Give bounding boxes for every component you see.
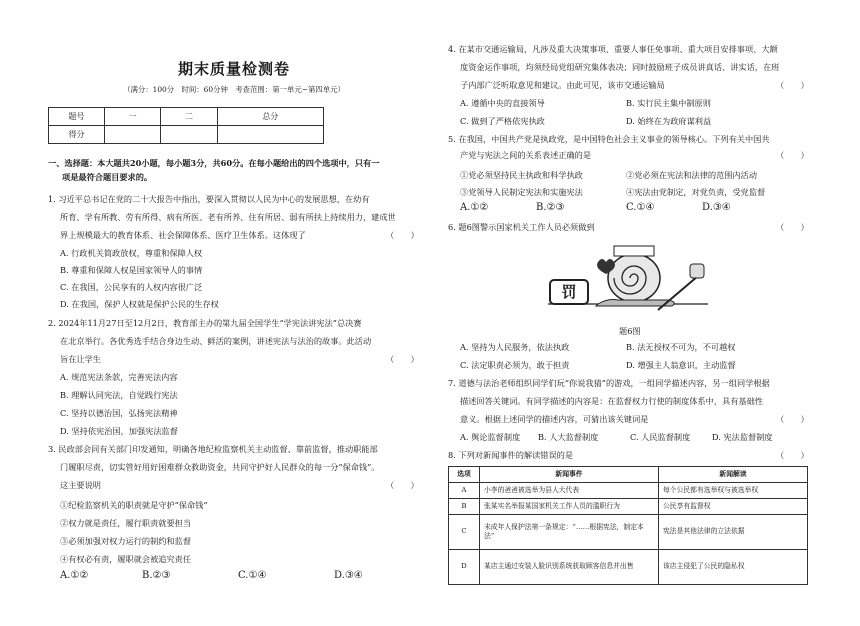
q2-option-a[interactable]: A. 规范宪法条款，完善宪法内容 bbox=[60, 372, 178, 382]
row-event: 未成年人保护法第一条规定：“……根据宪法，制定本法” bbox=[480, 515, 659, 550]
pointing-hand-icon bbox=[658, 264, 704, 310]
penalty-sign-icon bbox=[550, 280, 588, 304]
page-title: 期末质量检测卷 bbox=[177, 60, 290, 78]
answer-blank[interactable]: （ ） bbox=[776, 222, 809, 232]
q5-option-c[interactable]: C.①④ bbox=[626, 202, 655, 213]
q7-option-a[interactable]: A. 舆论监督制度 bbox=[460, 432, 521, 442]
q7-stem: 描述回答关键词。有同学描述的内容是：在监督权力行使的制度体系中，具有基础性 bbox=[460, 396, 763, 406]
snail-shell-icon bbox=[608, 254, 660, 302]
q2-option-c[interactable]: C. 坚持以德治国，弘扬宪法精神 bbox=[60, 408, 178, 418]
q7-option-b[interactable]: B. 人大监督制度 bbox=[538, 432, 599, 442]
q5-statement: ②党必须在宪法和法律的范围内活动 bbox=[626, 170, 758, 180]
score-input-cell[interactable] bbox=[105, 126, 161, 144]
answer-blank[interactable]: （ ） bbox=[776, 80, 809, 90]
row-option: D bbox=[449, 550, 480, 585]
q4-stem: 度资金运作事项，均须经局党组研究集体表决；同时鼓励班子成员讲真话、讲实话，在班 bbox=[460, 62, 780, 72]
q1-option-d[interactable]: D. 在我国，保护人权就是保护公民的生存权 bbox=[60, 299, 219, 309]
q5-statement: ③党领导人民制定宪法和实施宪法 bbox=[460, 187, 583, 197]
q6-stem: 6. 题6图警示国家机关工作人员必须做到 bbox=[448, 222, 595, 232]
row-reading: 每个公民都有选举权与被选举权 bbox=[659, 483, 808, 499]
q6-option-c[interactable]: C. 法定职责必须为，敢于担责 bbox=[460, 360, 570, 370]
q3-statement: ④有权必有责，履职就会被追究责任 bbox=[60, 554, 192, 564]
q4-option-d[interactable]: D. 始终在为政府谋利益 bbox=[626, 116, 712, 126]
q4-stem: 子内部广泛听取意见和建议。由此可见，该市交通运输局 bbox=[460, 80, 665, 90]
q2-option-b[interactable]: B. 理解认同宪法，自觉践行宪法 bbox=[60, 390, 178, 400]
q3-stem: 门履职尽责，切实管好用好困难群众救助资金，共同守护好人民群众的每一分“保命钱”。 bbox=[60, 462, 380, 472]
q1-option-a[interactable]: A. 行政机关简政放权，尊重和保障人权 bbox=[60, 248, 203, 258]
page-subtitle: （满分：100分 时间：60分钟 考查范围：第一单元~第四单元） bbox=[123, 85, 345, 94]
q5-statement: ④宪法由党制定，对党负责，受党监督 bbox=[626, 187, 766, 197]
q3-stem: 3. 民政部会同有关部门印发通知，明确各地纪检监察机关主动监督、靠前监督，推动职能部 bbox=[48, 444, 378, 454]
table-row[interactable] bbox=[449, 499, 808, 515]
row-event: 张某实名举报某国家机关工作人员的滥职行为 bbox=[480, 499, 659, 515]
q1-option-c[interactable]: C. 在我国，公民享有的人权内容很广泛 bbox=[60, 282, 203, 292]
q3-option-b[interactable]: B.②③ bbox=[142, 570, 171, 581]
row-event: 某店主通过安装人脸识别系统获取顾客信息并出售 bbox=[480, 550, 659, 585]
table-row[interactable] bbox=[449, 515, 808, 550]
q6-option-b[interactable]: B. 法无授权不可为，不可越权 bbox=[626, 342, 736, 352]
q3-stem: 这主要说明 bbox=[60, 480, 101, 490]
row-option: B bbox=[449, 499, 480, 515]
score-input-cell[interactable] bbox=[217, 126, 323, 144]
row-option: C bbox=[449, 515, 480, 550]
column-header: 新闻事件 bbox=[480, 467, 659, 483]
q3-statement: ③必须加强对权力运行的制约和监督 bbox=[60, 536, 192, 546]
table-header-row bbox=[449, 467, 808, 483]
q7-option-c[interactable]: C. 人民监督制度 bbox=[630, 432, 691, 442]
score-cell: 总分 bbox=[217, 108, 323, 126]
score-cell: 得分 bbox=[49, 126, 105, 144]
answer-blank[interactable]: （ ） bbox=[776, 150, 809, 160]
q7-stem: 意义。根据上述同学的描述内容，可猜出该关键词是 bbox=[460, 414, 649, 424]
answer-blank[interactable]: （ ） bbox=[776, 414, 809, 424]
row-reading: 宪法是其他法律的立法依据 bbox=[659, 515, 808, 550]
q5-stem: 产党与宪法之间的关系表述正确的是 bbox=[460, 150, 592, 160]
q1-stem: 1. 习近平总书记在党的二十大报告中指出，要深入贯彻以人民为中心的发展思想，在幼有 bbox=[48, 194, 370, 204]
section-heading: 一、选择题：本大题共20小题，每小题3分，共60分。在每小题给出的四个选项中，只有一 bbox=[48, 158, 380, 168]
q4-option-c[interactable]: C. 做到了严格依宪执政 bbox=[460, 116, 545, 126]
score-table bbox=[48, 107, 324, 144]
q5-option-a[interactable]: A.①② bbox=[460, 202, 489, 213]
score-cell: 二 bbox=[161, 108, 217, 126]
q4-option-b[interactable]: B. 实行民主集中制原则 bbox=[626, 98, 711, 108]
q5-option-d[interactable]: D.③④ bbox=[702, 202, 731, 213]
row-reading: 该店主侵犯了公民的隐私权 bbox=[659, 550, 808, 585]
figure-caption: 题6图 bbox=[619, 326, 641, 336]
q3-option-a[interactable]: A.①② bbox=[60, 570, 89, 581]
row-reading: 公民享有监督权 bbox=[659, 499, 808, 515]
q2-stem: 在北京举行。各优秀选手结合身边生动、鲜活的案例，讲述宪法与法治的故事。此活动 bbox=[60, 336, 372, 346]
q4-option-a[interactable]: A. 遵循中央的直接领导 bbox=[460, 98, 545, 108]
svg-text:罚: 罚 bbox=[561, 283, 577, 301]
q1-option-b[interactable]: B. 尊重和保障人权是国家领导人的事情 bbox=[60, 265, 203, 275]
answer-blank[interactable]: （ ） bbox=[386, 480, 419, 490]
score-cell: 题号 bbox=[49, 108, 105, 126]
q1-stem: 所育、学有所教、劳有所得、病有所医、老有所养、住有所居、弱有所扶上持续用力，建成世 bbox=[60, 212, 396, 222]
q7-stem: 7. 道德与法治老师组织同学们玩“你说我猜”的游戏，一组同学描述内容，另一组同学根据 bbox=[448, 378, 770, 388]
q3-statement: ②权力就是责任，履行职责就要担当 bbox=[60, 518, 192, 528]
q2-option-d[interactable]: D. 坚持依宪治国，加强宪法监督 bbox=[60, 426, 178, 436]
q3-option-c[interactable]: C.①④ bbox=[238, 570, 267, 581]
q6-option-d[interactable]: D. 增强主人翁意识，主动监督 bbox=[626, 360, 736, 370]
q2-stem: 2. 2024年11月27日至12月2日，教育部主办的第九届全国学生“学宪法讲宪法”总决赛 bbox=[48, 318, 362, 328]
score-input-cell[interactable] bbox=[161, 126, 217, 144]
column-header: 新闻解读 bbox=[659, 467, 808, 483]
section-heading: 项是最符合题目要求的。 bbox=[62, 172, 153, 182]
q5-option-b[interactable]: B.②③ bbox=[536, 202, 565, 213]
q5-statement: ①党必须坚持民主执政和科学执政 bbox=[460, 170, 583, 180]
answer-blank[interactable]: （ ） bbox=[386, 354, 419, 364]
table-row[interactable] bbox=[449, 483, 808, 499]
q2-stem: 旨在让学生 bbox=[60, 354, 101, 364]
q7-option-d[interactable]: D. 宪法监督制度 bbox=[712, 432, 773, 442]
column-header: 选项 bbox=[449, 467, 480, 483]
score-cell: 一 bbox=[105, 108, 161, 126]
q3-option-d[interactable]: D.③④ bbox=[334, 570, 363, 581]
row-event: 小李的爸爸被选举为县人大代表 bbox=[480, 483, 659, 499]
table-row[interactable] bbox=[449, 550, 808, 585]
news-table bbox=[448, 466, 808, 585]
q5-stem: 5. 在我国，中国共产党是执政党，是中国特色社会主义事业的领导核心。下列有关中国共 bbox=[448, 134, 770, 144]
q1-stem: 界上规模最大的教育体系、社会保障体系、医疗卫生体系。这体现了 bbox=[60, 230, 306, 240]
cartoon-snail-figure bbox=[548, 240, 708, 320]
row-option: A bbox=[449, 483, 480, 499]
q8-stem: 8. 下列对新闻事件的解读错误的是 bbox=[448, 450, 574, 460]
q4-stem: 4. 在某市交通运输局，凡涉及重大决策事项、重要人事任免事项、重大项目安排事项、大额 bbox=[448, 44, 778, 54]
q6-option-a[interactable]: A. 坚持为人民服务，依法执政 bbox=[460, 342, 570, 352]
answer-blank[interactable]: （ ） bbox=[386, 230, 419, 240]
q3-statement: ①纪检监察机关的职责就是守护“保命钱” bbox=[60, 500, 208, 510]
answer-blank[interactable]: （ ） bbox=[776, 450, 809, 460]
